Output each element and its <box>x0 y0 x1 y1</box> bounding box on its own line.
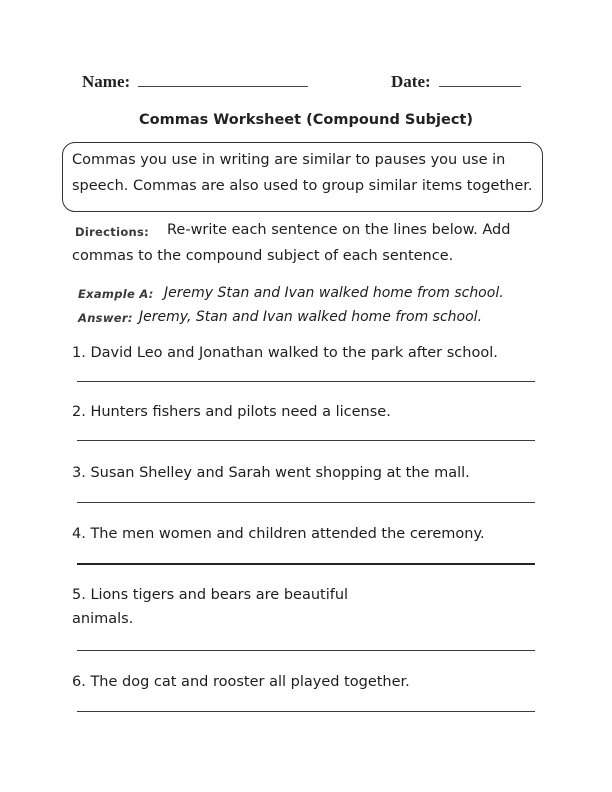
directions-line-1: Re-write each sentence on the lines below. Add <box>167 222 511 238</box>
intro-line-2: speech. Commas are also used to group similar items together. <box>72 178 533 194</box>
answer-text: Jeremy, Stan and Ivan walked home from school. <box>139 309 483 325</box>
name-label: Name: <box>82 72 131 91</box>
example-text: Jeremy Stan and Ivan walked home from school. <box>164 285 504 301</box>
name-field[interactable] <box>82 72 308 92</box>
question-2: 2. Hunters fishers and pilots need a license. <box>72 404 391 420</box>
question-5: 5. Lions tigers and bears are beautiful <box>72 587 349 603</box>
answer-line-1[interactable] <box>77 381 535 382</box>
example-label: Example A: <box>78 287 154 301</box>
answer-line-3[interactable] <box>77 502 535 503</box>
directions-label: Directions: <box>75 225 150 239</box>
question-1: 1. David Leo and Jonathan walked to the park after school. <box>72 345 498 361</box>
answer-line-4[interactable] <box>77 563 535 565</box>
question-4: 4. The men women and children attended the ceremony. <box>72 526 485 542</box>
answer-line-5[interactable] <box>77 650 535 651</box>
name-blank[interactable] <box>138 72 308 87</box>
worksheet-title: Commas Worksheet (Compound Subject) <box>139 112 473 128</box>
question-3: 3. Susan Shelley and Sarah went shopping at the mall. <box>72 465 470 481</box>
answer-line-2[interactable] <box>77 440 535 441</box>
answer-label: Answer: <box>78 311 133 325</box>
intro-line-1: Commas you use in writing are similar to pauses you use in <box>72 152 506 168</box>
date-label: Date: <box>391 72 431 91</box>
date-blank[interactable] <box>439 72 521 87</box>
date-field[interactable] <box>391 72 521 92</box>
directions-line-2: commas to the compound subject of each sentence. <box>72 248 454 264</box>
answer-line-6[interactable] <box>77 711 535 712</box>
question-6: 6. The dog cat and rooster all played together. <box>72 674 410 690</box>
question-5-continued: animals. <box>72 611 134 627</box>
